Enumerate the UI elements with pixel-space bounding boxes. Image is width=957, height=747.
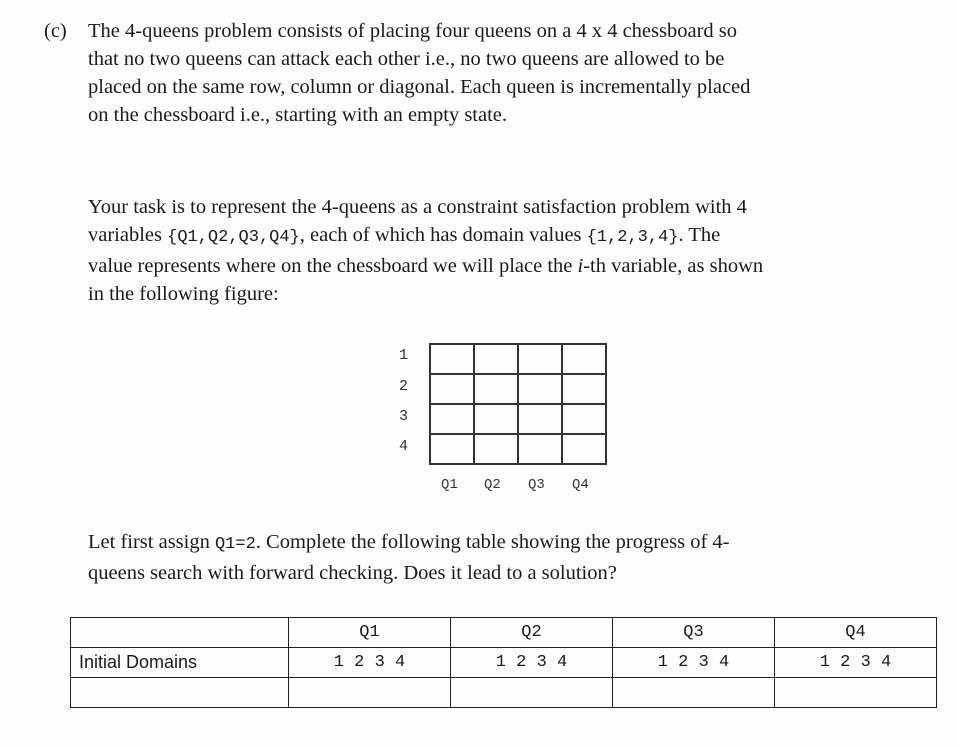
board-cell (430, 344, 474, 374)
part-label: (c) (44, 20, 67, 42)
board-col-label-q3: Q3 (528, 477, 545, 493)
board-row-label-1: 1 (399, 347, 409, 364)
board-col-label-q2: Q2 (484, 477, 501, 493)
header-cell-empty (71, 618, 289, 648)
board-row-label-3: 3 (399, 408, 409, 425)
board-row-label-2: 2 (399, 378, 409, 395)
variables-set: {Q1,Q2,Q3,Q4} (167, 228, 300, 247)
task-line-2: variables {Q1,Q2,Q3,Q4}, each of which has domain values {1,2,3,4}. The (88, 224, 721, 247)
header-q1: Q1 (289, 618, 451, 648)
empty-cell[interactable] (71, 678, 289, 708)
board-cell (474, 404, 518, 434)
board-cell (474, 344, 518, 374)
intro-line-4: on the chessboard i.e., starting with an empty state. (88, 104, 508, 126)
task-line-3: value represents where on the chessboard we will place the i-th variable, as shown (88, 255, 764, 277)
empty-cell[interactable] (775, 678, 937, 708)
intro-line-3: placed on the same row, column or diagonal. Each queen is incrementally placed (88, 76, 751, 98)
task-line-4: in the following figure: (88, 283, 279, 305)
board-cell (430, 404, 474, 434)
task-line-1: Your task is to represent the 4-queens as a constraint satisfaction problem with 4 (88, 196, 747, 218)
board-cell (562, 374, 606, 404)
board-row-label-4: 4 (399, 438, 409, 455)
domain-cell-q2: 1 2 3 4 (451, 648, 613, 678)
header-q2: Q2 (451, 618, 613, 648)
board-cell (518, 434, 562, 464)
empty-cell[interactable] (289, 678, 451, 708)
assignment-line-2: queens search with forward checking. Does it lead to a solution? (88, 562, 617, 584)
domain-cell-q3: 1 2 3 4 (613, 648, 775, 678)
board-cell (474, 374, 518, 404)
table-row (71, 648, 937, 678)
board-cell (562, 344, 606, 374)
table-header-row (71, 618, 937, 648)
header-q3: Q3 (613, 618, 775, 648)
intro-line-1: The 4-queens problem consists of placing four queens on a 4 x 4 chessboard so (88, 20, 738, 42)
domain-set: {1,2,3,4} (586, 228, 679, 247)
board-cell (430, 374, 474, 404)
table-row (71, 678, 937, 708)
board-col-label-q1: Q1 (441, 477, 458, 493)
board-cell (430, 434, 474, 464)
board-cell (474, 434, 518, 464)
chessboard-figure (429, 343, 607, 465)
board-cell (518, 404, 562, 434)
assignment-code: Q1=2 (214, 535, 256, 554)
task-paragraph (88, 193, 920, 308)
intro-line-2: that no two queens can attack each other i.e., no two queens are allowed to be (88, 48, 725, 70)
board-col-label-q4: Q4 (572, 477, 589, 493)
board-cell (562, 434, 606, 464)
forward-checking-table (70, 617, 937, 708)
board-cell (562, 404, 606, 434)
row-label-initial-domains: Initial Domains (71, 648, 289, 678)
header-q4: Q4 (775, 618, 937, 648)
assignment-line-1: Let first assign Q1=2. Complete the following table showing the progress of 4- (88, 531, 730, 554)
board-cell (518, 374, 562, 404)
domain-cell-q1: 1 2 3 4 (289, 648, 451, 678)
board-cell (518, 344, 562, 374)
domain-cell-q4: 1 2 3 4 (775, 648, 937, 678)
empty-cell[interactable] (451, 678, 613, 708)
problem-intro-paragraph (44, 17, 924, 129)
empty-cell[interactable] (613, 678, 775, 708)
assignment-paragraph (88, 528, 924, 587)
